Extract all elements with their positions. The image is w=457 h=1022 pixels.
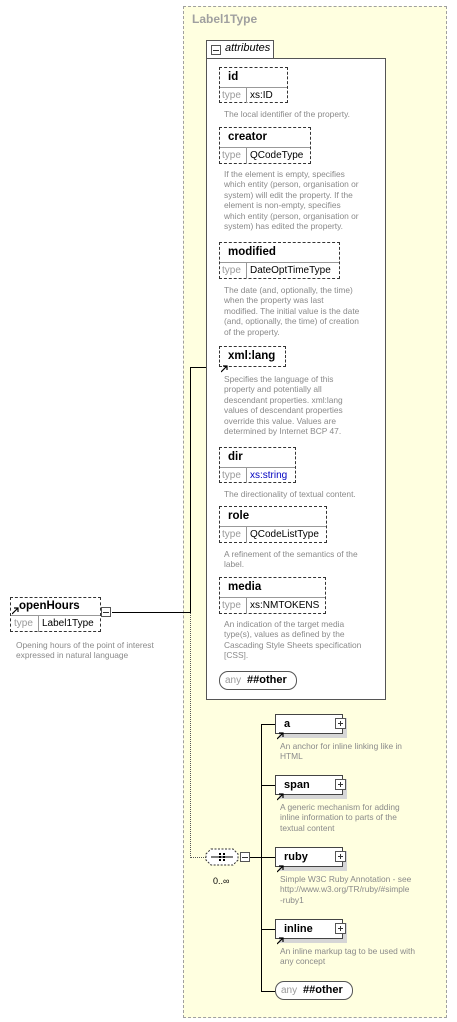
child-element-span[interactable] [275,775,343,795]
connector-child-span [261,785,275,786]
description-line: descendant properties. xml:lang [224,394,343,405]
attribute-type-row [220,262,339,279]
attribute-role-description [224,549,384,570]
attribute-modified[interactable] [219,242,340,279]
description-line: The directionality of textual content. [224,489,356,499]
description-line: element is non-empty, specifies [224,200,341,211]
description-line: property and potentially all [224,384,322,395]
attribute-dir-description [224,489,384,499]
attribute-role[interactable] [219,506,327,543]
root-element-name: openHours [19,600,80,612]
description-line: A refinement of the semantics of the [224,549,358,559]
child-inline-expand-toggle[interactable] [335,923,346,934]
description-line: of the property. [224,326,280,337]
attribute-name: modified [228,246,276,258]
attribute-type-value: DateOptTimeType [250,265,331,276]
description-line: The date (and, optionally, the time) [224,285,353,295]
description-line: The local identifier of the property. [224,109,351,119]
attribute-creator[interactable] [219,127,311,164]
type-divider [246,598,247,614]
any-key: any [225,675,242,686]
description-line: label. [224,559,245,570]
description-line: If the element is empty, specifies [224,169,345,179]
attribute-type-row [220,526,326,543]
description-line: Cascading Style Sheets specification [224,639,362,650]
child-element-name: a [284,718,291,730]
type-divider [246,263,247,279]
attribute-type-row [220,87,287,103]
child-element-name: span [284,779,310,791]
attribute-name: xml:lang [228,350,276,362]
description-line: system) has edited the property. [224,221,344,232]
attribute-dir[interactable] [219,447,296,483]
type-divider [246,468,247,483]
attribute-media[interactable] [219,577,326,614]
sequence-collapse-toggle[interactable] [240,852,250,862]
attribute-id[interactable] [219,67,288,103]
attribute-type-key: type [222,529,241,540]
attribute-name: id [228,71,239,83]
attribute-xml-lang[interactable] [219,346,286,367]
connector-dotted-to-sequence [190,857,206,858]
complex-type-title: Label1Type [192,12,258,26]
root-type-value: Label1Type [42,618,94,629]
child-any-wildcard[interactable] [275,981,353,1000]
attributes-label: attributes [225,42,271,54]
attribute-id-description [224,109,384,119]
connector-child-a [261,724,275,725]
description-line: HTML [280,751,303,762]
description-line: values of descendant properties [224,405,343,416]
connector-child-ruby [261,857,275,858]
attribute-type-value: xs:ID [250,90,273,101]
child-a-description [280,741,450,762]
description-line: An indication of the target media [224,619,345,629]
attribute-type-key: type [222,90,241,101]
attribute-type-row [220,147,310,164]
connector-child-inline [261,929,275,930]
sequence-occurrence: 0..∞ [213,876,230,886]
description-line: system) will edit the property. If the [224,189,353,200]
child-element-a[interactable] [275,714,343,734]
description-line: which entity (person, organisation or [224,179,359,190]
description-line: when the property was last [224,295,324,306]
any-key: any [281,985,298,996]
root-collapse-toggle[interactable] [101,607,111,617]
connector-child-any [261,991,275,992]
attribute-type-row [220,597,325,614]
type-divider [38,616,39,632]
child-a-expand-toggle[interactable] [335,718,346,729]
description-line: any concept [280,956,326,967]
description-line: A generic mechanism for adding [280,802,400,812]
description-line: determined by Internet BCP 47. [224,426,342,437]
attribute-type-key: type [222,265,241,276]
child-span-expand-toggle[interactable] [335,779,346,790]
attribute-modified-description [224,285,384,337]
attribute-media-description [224,619,384,661]
description-line: An inline markup tag to be used with [280,946,416,956]
attribute-type-key: type [222,150,241,161]
any-value: ##other [247,674,287,686]
connector-type-vertical [190,367,191,613]
description-line: -ruby1 [280,894,304,905]
child-ruby-description [280,874,450,905]
attribute-type-row [220,467,295,483]
description-line: (and, optionally, the time) of creation [224,316,359,327]
description-line: textual content [280,822,335,833]
attribute-name: role [228,510,250,522]
description-line: type(s), values as defined by the [224,629,345,640]
root-description: Opening hours of the point of interest expressed in natural language [16,640,154,661]
attribute-name: dir [228,451,243,463]
child-element-name: inline [284,923,313,935]
attributes-collapse-toggle[interactable] [211,45,221,55]
description-line: inline information to parts of the [280,812,397,823]
attribute-type-key: type [222,600,241,611]
root-type-row [11,615,100,632]
root-type-key: type [14,618,33,629]
child-element-ruby[interactable] [275,847,343,867]
description-line: override this value. Values are [224,415,337,426]
description-line: Specifies the language of this [224,374,334,384]
attribute-type-value: xs:NMTOKENS [250,600,320,611]
description-line: An anchor for inline linking like in [280,741,402,751]
attribute-name: media [228,581,262,593]
attribute-creator-description [224,169,384,231]
sequence-compositor-icon[interactable] [205,848,239,866]
child-element-name: ruby [284,851,308,863]
child-inline-description [280,946,450,967]
attribute-type-value-link[interactable]: xs:string [250,470,288,481]
any-value: ##other [303,984,343,996]
child-element-inline[interactable] [275,919,343,939]
child-ruby-expand-toggle[interactable] [335,851,346,862]
child-span-description [280,802,450,833]
attribute-xml-lang-description [224,374,384,436]
description-line: http://www.w3.org/TR/ruby/#simple [280,884,410,895]
root-element-box[interactable] [10,597,101,632]
connector-root-to-type [112,612,190,613]
type-divider [246,527,247,543]
description-line: [CSS]. [224,650,249,661]
type-divider [246,88,247,103]
description-line: Simple W3C Ruby Annotation - see [280,874,412,884]
attribute-type-value: QCodeType [250,150,304,161]
description-line: modified. The initial value is the date [224,305,360,316]
connector-dotted-vertical [190,613,191,858]
attribute-any-wildcard[interactable] [219,671,297,690]
description-line: which entity (person, organisation or [224,210,359,221]
attribute-type-value: QCodeListType [250,529,319,540]
attribute-name: creator [228,131,267,143]
type-divider [246,148,247,164]
attribute-type-key: type [222,470,241,481]
